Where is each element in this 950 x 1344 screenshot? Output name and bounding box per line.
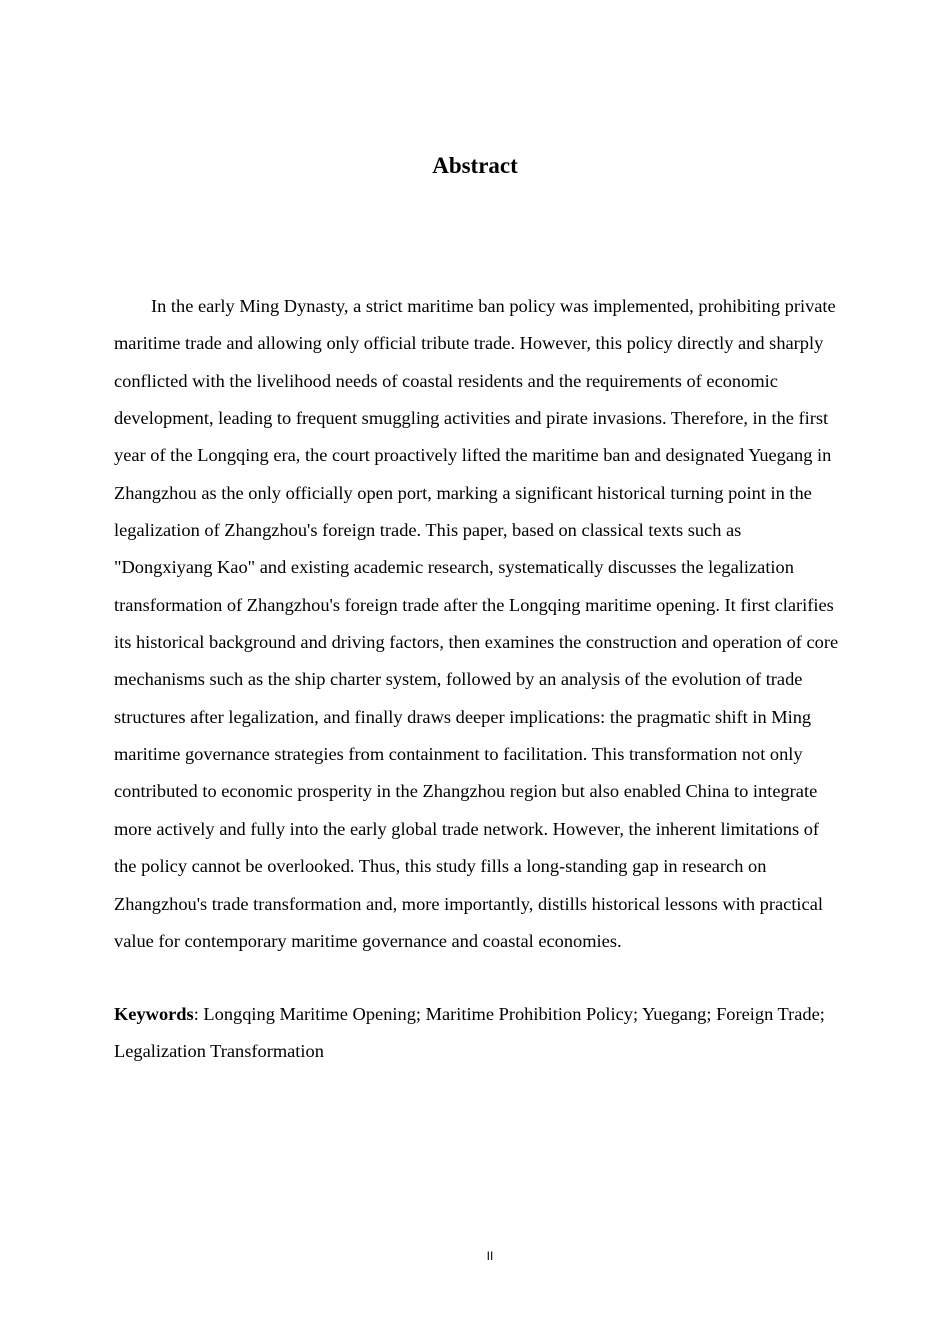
abstract-paragraph: In the early Ming Dynasty, a strict maritime ban policy was implemented, prohibiting private maritime trade and allowing only official tribute trade. However, this policy directly and sharply conflicted with the livelihood needs of coastal residents and the requirements of economic development, leading to frequent smuggling activities and pirate invasions. Therefore, in the first year of the Longqing era, the court proactively lifted the maritime ban and designated Yuegang in Zhangzhou as the only officially open port, marking a significant historical turning point in the legalization of Zhangzhou's foreign trade. This paper, based on classical texts such as "Dongxiyang Kao" and existing academic research, systematically discusses the legalization transformation of Zhangzhou's foreign trade after the Longqing maritime opening. It first clarifies its historical background and driving factors, then examines the construction and operation of core mechanisms such as the ship charter system, followed by an analysis of the evolution of trade structures after legalization, and finally draws deeper implications: the pragmatic shift in Ming maritime governance strategies from containment to facilitation. This transformation not only contributed to economic prosperity in the Zhangzhou region but also enabled China to integrate more actively and fully into the early global trade network. However, the inherent limitations of the policy cannot be overlooked. Thus, this study fills a long-standing gap in research on Zhangzhou's trade transformation and, more importantly, distills historical lessons with practical value for contemporary maritime governance and coastal economies. bbox=[114, 296, 839, 951]
keywords-line bbox=[114, 996, 844, 1071]
keywords-list: Longqing Maritime Opening; Maritime Prohibition Policy; Yuegang; Foreign Trade; Legalization Transformation bbox=[114, 1004, 825, 1062]
keywords-separator: : bbox=[193, 1004, 204, 1024]
keywords-label: Keywords bbox=[114, 1004, 194, 1024]
abstract-title: Abstract bbox=[432, 153, 518, 178]
page-number: II bbox=[486, 1249, 494, 1263]
